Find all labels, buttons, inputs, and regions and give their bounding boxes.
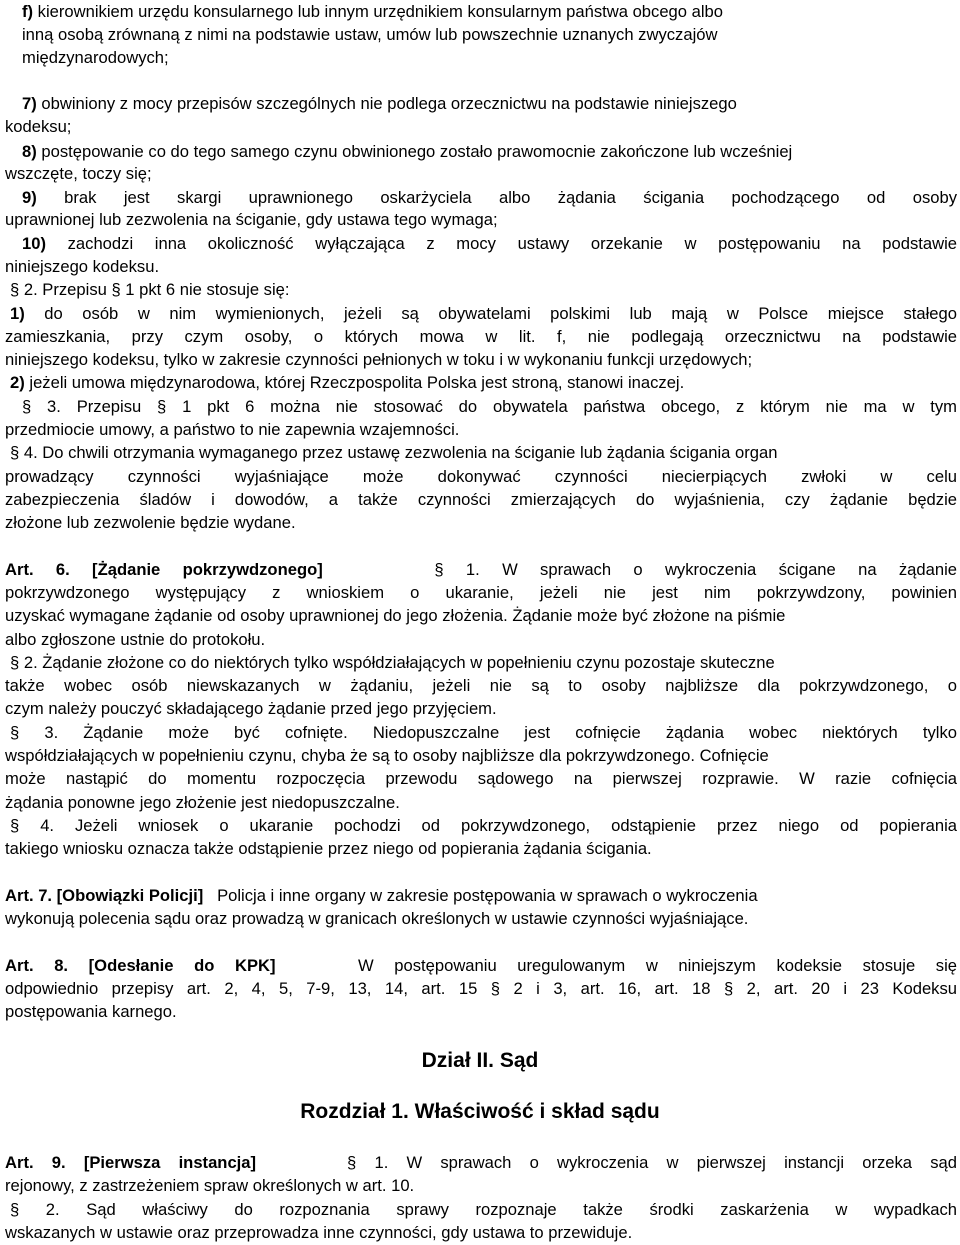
text-line-32: może nastąpić do momentu rozpoczęcia przewodu sądowego na pierwszej rozprawie. W razie cofnięcia <box>5 769 957 788</box>
text-line-44: wskazanych w ustawie oraz przeprowadza inne czynności, gdy ustawa to przewiduje. <box>5 1223 633 1242</box>
text-line-31: współdziałających w popełnieniu czynu, chyba że są to osoby najbliższe dla pokrzywdzonego. Cofnięcie <box>5 746 769 765</box>
text-line-27: § 2. Żądanie złożone co do niektórych tylko współdziałających w popełnieniu czynu pozostaje skuteczne <box>10 653 775 672</box>
text-line-13: 1) do osób w nim wymienionych, jeżeli są obywatelami polskimi lub mają w Polsce miejsce stałego <box>10 304 957 323</box>
text-line-42: rejonowy, z zastrzeżeniem spraw określonych w art. 10. <box>5 1176 415 1195</box>
text-line-18: przedmiocie umowy, a państwo to nie zapewnia wzajemności. <box>5 420 460 439</box>
text-line-26: albo zgłoszone ustnie do protokołu. <box>5 630 266 649</box>
text-line-20: prowadzący czynności wyjaśniające może dokonywać czynności niecierpiących zwłoki w celu <box>5 467 957 486</box>
text-line-7: wszczęte, toczy się; <box>5 164 152 183</box>
text-line-41: Art. 9. [Pierwsza instancja] § 1. W sprawach o wykroczenia w pierwszej instancji orzeka sąd <box>5 1153 957 1172</box>
dzial-heading: Dział II. Sąd <box>421 1049 539 1072</box>
text-line-39: odpowiednio przepisy art. 2, 4, 5, 7-9, 13, 14, art. 15 § 2 i 3, art. 16, art. 18 § 2, art. 20 i 23 Kodeksu <box>5 979 957 998</box>
text-line-8: 9) brak jest skargi uprawnionego oskarżyciela albo żądania ścigania pochodzącego od osoby <box>22 188 957 207</box>
text-line-3: międzynarodowych; <box>22 48 169 67</box>
text-line-14: zamieszkania, przy czym osoby, o których mowa w lit. f, nie podlegają orzecznictwu na podstawie <box>5 327 957 346</box>
text-line-30: § 3. Żądanie może być cofnięte. Niedopuszczalne jest cofnięcie żądania wobec niektórych tylko <box>10 723 957 742</box>
text-line-43: § 2. Sąd właściwy do rozpoznania sprawy rozpoznaje także środki zaskarżenia w wypadkach <box>10 1200 957 1219</box>
text-line-11: niniejszego kodeksu. <box>5 257 160 276</box>
text-line-21: zabezpieczenia śladów i dowodów, a także czynności zmierzających do wyjaśnienia, czy żądanie będzie <box>5 490 957 509</box>
text-line-5: kodeksu; <box>5 117 72 136</box>
text-line-29: czym należy pouczyć składającego żądanie przed jego przyjęciem. <box>5 699 497 718</box>
text-line-38: Art. 8. [Odesłanie do KPK] W postępowaniu uregulowanym w niniejszym kodeksie stosuje się <box>5 956 958 975</box>
text-line-10: 10) zachodzi inna okoliczność wyłączająca z mocy ustawy orzekanie w postępowaniu na podstawie <box>22 234 957 253</box>
text-line-25: uzyskać wymagane żądanie od osoby uprawnionej do jego złożenia. Żądanie może być złożone na piśmie <box>5 606 786 625</box>
text-line-16: 2) jeżeli umowa międzynarodowa, której Rzeczpospolita Polska jest stroną, stanowi inaczej. <box>10 373 685 392</box>
text-line-12: § 2. Przepisu § 1 pkt 6 nie stosuje się: <box>10 280 290 299</box>
text-line-24: pokrzywdzonego występujący z wnioskiem o ukaranie, jeżeli nie jest nim pokrzywdzony, powinien <box>5 583 957 602</box>
text-line-37: wykonują polecenia sądu oraz prowadzą w granicach określonych w ustawie czynności wyjaśniające. <box>5 909 749 928</box>
text-line-33: żądania ponowne jego złożenie jest niedopuszczalne. <box>5 793 400 812</box>
text-line-9: uprawnionej lub zezwolenia na ściganie, gdy ustawa tego wymaga; <box>5 210 498 229</box>
text-line-17: § 3. Przepisu § 1 pkt 6 można nie stosować do obywatela państwa obcego, z którym nie ma w tym <box>22 397 957 416</box>
text-line-23: Art. 6. [Żądanie pokrzywdzonego] § 1. W sprawach o wykroczenia ścigane na żądanie <box>5 560 957 579</box>
text-line-28: także wobec osób niewskazanych w żądaniu, jeżeli nie są to osoby najbliższe dla pokrzywdzonego, o <box>5 676 957 695</box>
rozdzial-heading: Rozdział 1. Właściwość i skład sądu <box>300 1100 660 1123</box>
text-line-22: złożone lub zezwolenie będzie wydane. <box>5 513 296 532</box>
text-line-6: 8) postępowanie co do tego samego czynu obwinionego zostało prawomocnie zakończone lub wcześniej <box>22 142 793 161</box>
text-line-19: § 4. Do chwili otrzymania wymaganego przez ustawę zezwolenia na ściganie lub żądania ścigania organ <box>10 443 778 462</box>
text-line-35: takiego wniosku oznacza także odstąpienie przez niego od popierania żądania ścigania. <box>5 839 652 858</box>
text-line-34: § 4. Jeżeli wniosek o ukaranie pochodzi od pokrzywdzonego, odstąpienie przez niego od popierania <box>10 816 957 835</box>
text-line-1: f) kierownikiem urzędu konsularnego lub innym urzędnikiem konsularnym państwa obcego albo <box>22 2 723 21</box>
text-line-36: Art. 7. [Obowiązki Policji] Policja i inne organy w zakresie postępowania w sprawach o wykroczenia <box>5 886 758 905</box>
text-line-40: postępowania karnego. <box>5 1002 177 1021</box>
text-line-15: niniejszego kodeksu, tylko w zakresie czynności pełnionych w toku i w wykonaniu funkcji urzędowych; <box>5 350 753 369</box>
text-line-2: inną osobą zrównaną z nimi na podstawie ustaw, umów lub powszechnie uznanych zwyczajów <box>22 25 718 44</box>
text-line-4: 7) obwiniony z mocy przepisów szczególnych nie podlega orzecznictwu na podstawie niniejszego <box>22 94 737 113</box>
